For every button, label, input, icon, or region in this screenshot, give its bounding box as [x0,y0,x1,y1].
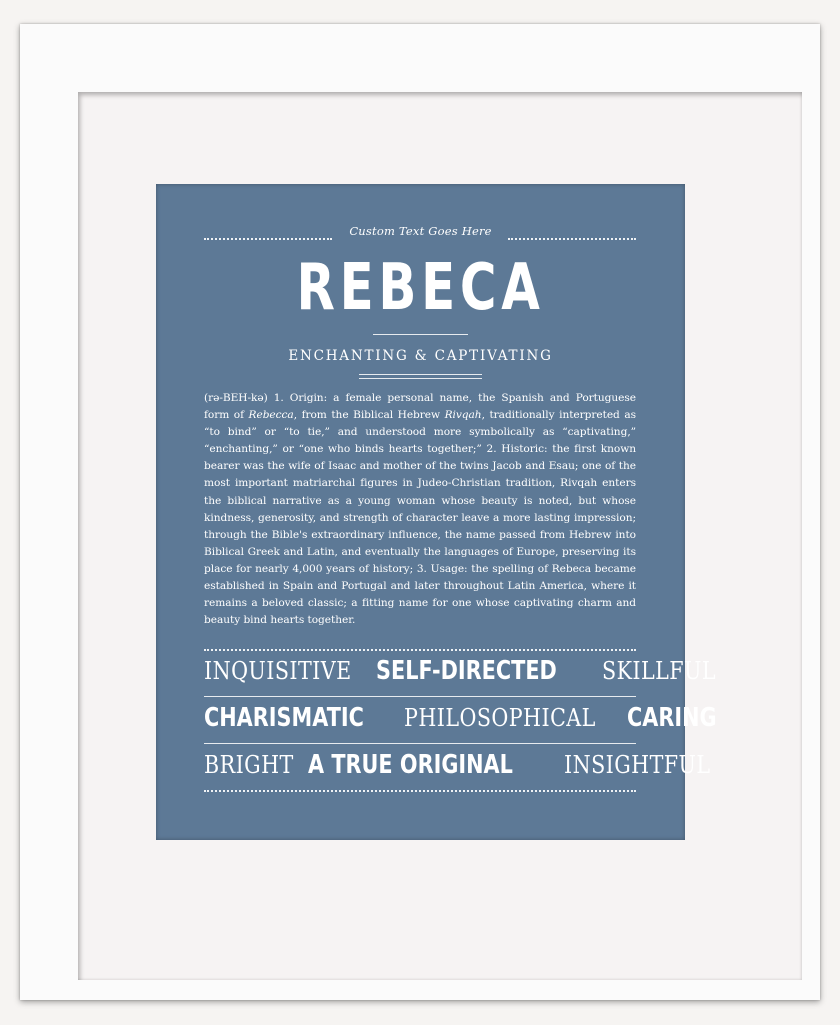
definition-text: , traditionally interpreted as “to bind” or “to tie,” and understood more symbolically as “captivating,” “enchanting,” or “one who binds hearts together;” 2. Historic: the first known bearer was the wife of Isaac and mother of the twins Jacob and Esau; one of the most important matriarchal figures in Judeo-Christian tradition, Rivqah enters the biblical narrative as a young woman whose beauty is noted, but whose kindness, generosity, and strength of character leave a more lasting impression; through the Bible's extraordinary influence, the name passed from Hebrew into Biblical Greek and Latin, and eventually the languages of Europe, preserving its place for nearly 4,000 years of history; 3. Usage: the spelling of Rebeca became established in Spain and Portugal and later throughout Latin America, where it remains a beloved classic; a fitting name for one whose captivating charm and beauty bind hearts together. [204,409,636,627]
trait-row-2 [204,703,717,743]
print-name: REBECA [296,251,545,325]
name-art-print [156,184,717,840]
dotted-divider-left [204,238,332,240]
trait-row-3 [204,750,711,790]
custom-text: Custom Text Goes Here [349,224,492,238]
rule-below-subtitle-2 [359,378,482,379]
trait-rule [204,743,636,744]
rule-below-subtitle-1 [359,374,482,375]
trait-word: A TRUE ORIGINAL [308,750,514,780]
definition-italic-rivqah: Rivqah [444,409,482,422]
definition-italic-rebecca: Rebecca [248,409,294,422]
trait-word: INQUISITIVE [204,657,352,685]
definition-text: 1. Origin: a female personal name, the Spanish and Portuguese form of [204,392,636,422]
name-meaning-subtitle: ENCHANTING & CAPTIVATING [288,348,553,364]
trait-rule [204,696,636,697]
dotted-divider-traits-bottom [204,790,636,792]
trait-word: CARING [626,703,717,733]
trait-word: INSIGHTFUL [564,751,711,779]
dotted-divider-traits-top [204,649,636,651]
trait-word: BRIGHT [204,751,294,779]
pronunciation: (rə-BEH-kə) [204,392,268,404]
trait-word: SKILLFUL [601,657,716,685]
trait-word: SELF-DIRECTED [375,656,557,686]
definition-text: , from the Biblical Hebrew [293,409,445,422]
trait-row-1 [204,656,716,696]
name-definition [204,390,636,629]
rule-above-subtitle [373,334,468,335]
dotted-divider-right [508,238,636,240]
trait-word: CHARISMATIC [204,703,364,733]
trait-word: PHILOSOPHICAL [403,704,596,732]
